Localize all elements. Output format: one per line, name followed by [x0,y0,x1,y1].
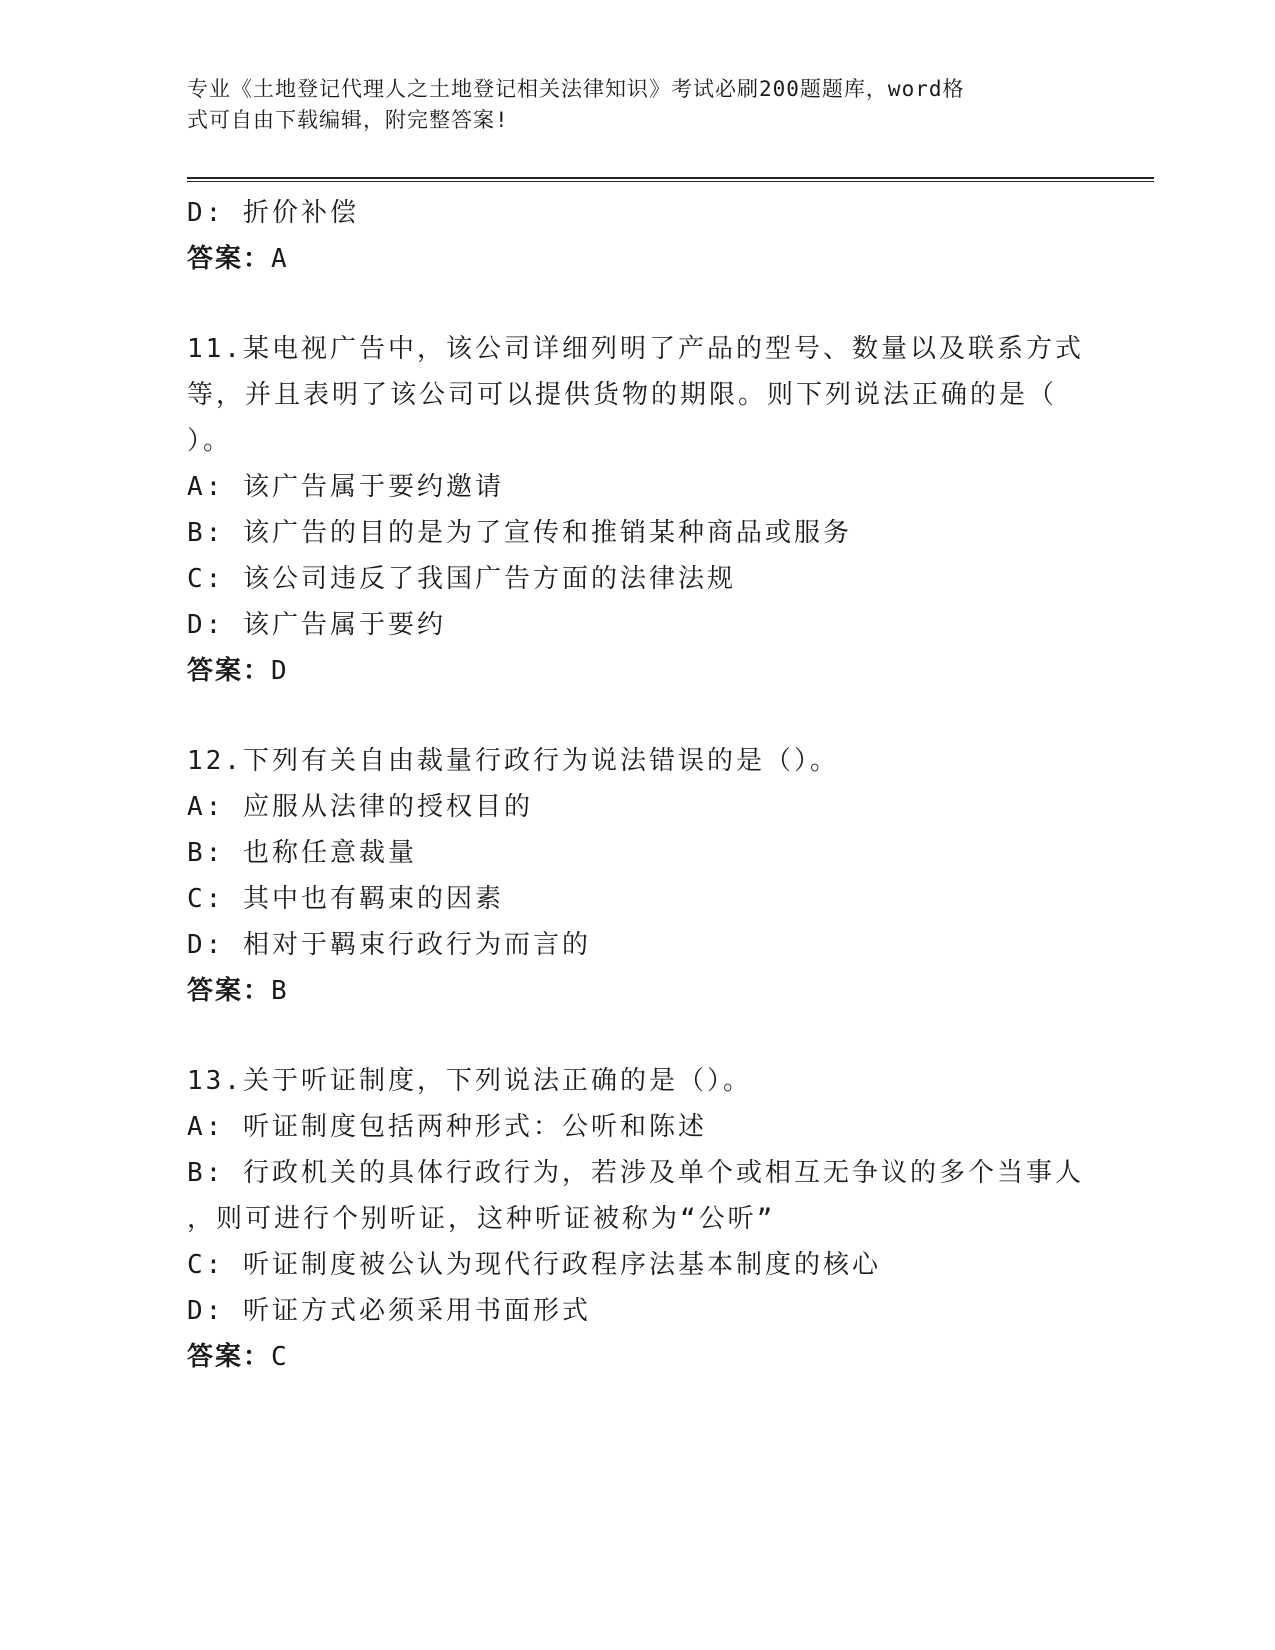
question-13 [187,1058,1087,1380]
answer-line [187,648,1087,694]
option-d: D: 该广告属于要约 [187,610,446,640]
answer-line [187,1334,1087,1380]
option-a: A: 听证制度包括两种形式：公听和陈述 [187,1112,707,1142]
header-line-1: 专业《土地登记代理人之土地登记相关法律知识》考试必刷200题题库，word格 [187,77,965,101]
question-stem-line: 12.下列有关自由裁量行政行为说法错误的是（）。 [187,746,839,776]
answer-label: 答案： [187,1342,272,1372]
answer-line [187,968,1087,1014]
spacer [187,1014,1087,1058]
question-stem-line: ）。 [187,426,233,456]
spacer [187,694,1087,738]
option-a: A: 应服从法律的授权目的 [187,792,533,822]
answer-value: C [271,1342,289,1372]
answer-value: B [271,976,289,1006]
answer-label: 答案： [187,244,272,274]
page-header [187,74,1067,136]
option-c: C: 该公司违反了我国广告方面的法律法规 [187,564,736,594]
spacer [187,282,1087,326]
question-11 [187,326,1087,694]
previous-question-tail [187,190,1087,282]
question-12 [187,738,1087,1014]
answer-value: D [271,656,289,686]
option-c: C: 其中也有羁束的因素 [187,884,504,914]
option-d: D: 折价补偿 [187,198,359,228]
question-stem-line: 11.某电视广告中，该公司详细列明了产品的型号、数量以及联系方式 [187,334,1084,364]
option-b: B: 行政机关的具体行政行为，若涉及单个或相互无争议的多个当事人 [187,1158,1084,1188]
option-d: D: 相对于羁束行政行为而言的 [187,930,591,960]
answer-label: 答案： [187,656,272,686]
option-b: B: 也称任意裁量 [187,838,417,868]
option-b: B: 该广告的目的是为了宣传和推销某种商品或服务 [187,518,852,548]
header-line-2: 式可自由下载编辑，附完整答案! [187,108,509,132]
option-c: C: 听证制度被公认为现代行政程序法基本制度的核心 [187,1250,881,1280]
option-d: D: 听证方式必须采用书面形式 [187,1296,591,1326]
answer-line [187,236,1087,282]
answer-value: A [271,244,289,274]
option-a: A: 该广告属于要约邀请 [187,472,504,502]
question-stem-line: 13.关于听证制度，下列说法正确的是（）。 [187,1066,752,1096]
question-content [187,190,1087,1380]
option-b-continued: ，则可进行个别听证，这种听证被称为“公听” [187,1204,776,1234]
header-divider [187,177,1154,182]
answer-label: 答案： [187,976,272,1006]
question-stem-line: 等，并且表明了该公司可以提供货物的期限。则下列说法正确的是（ [187,380,1058,410]
